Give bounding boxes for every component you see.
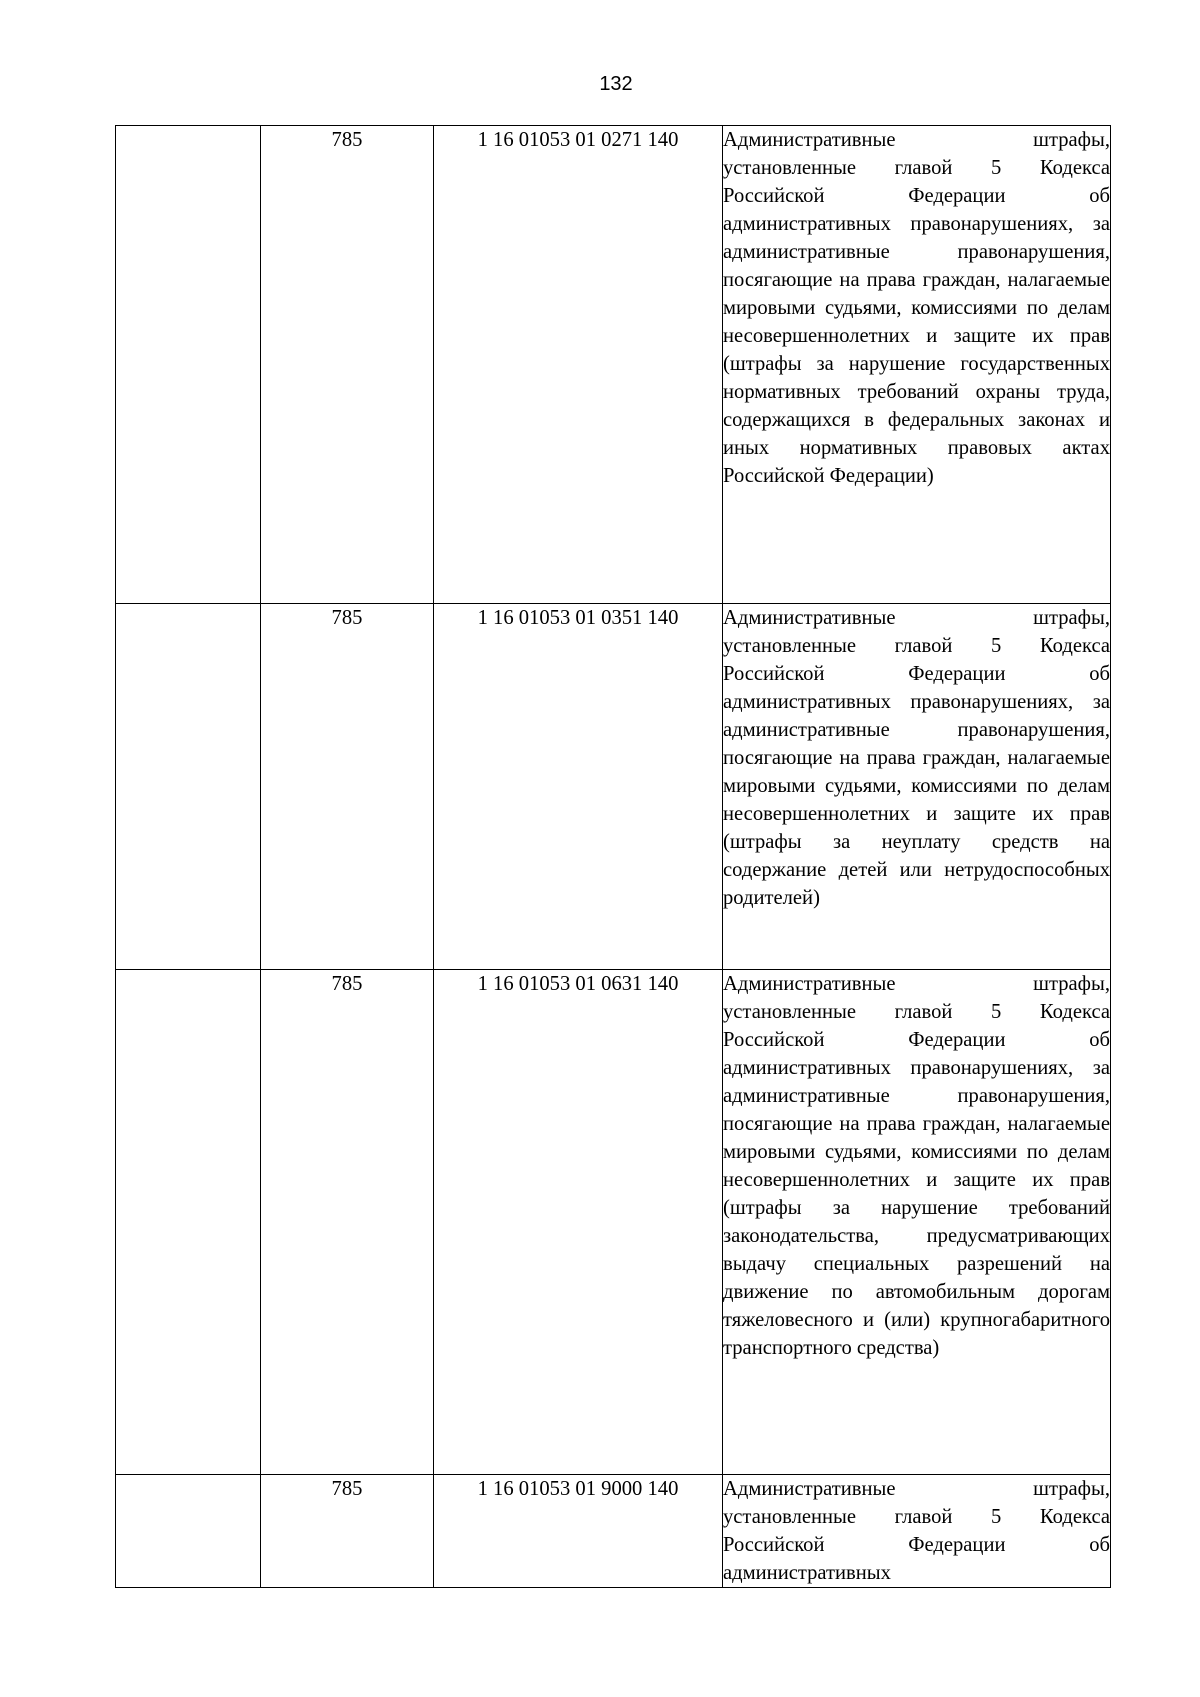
description-text: Административные штрафы, установленные главой 5 Кодекса Российской Федерации об административных <box>723 1478 1110 1584</box>
budget-classification-table <box>115 125 1111 1588</box>
administrator-code-cell: 785 <box>261 126 434 604</box>
description-cell <box>723 604 1111 970</box>
table-row <box>116 604 1111 970</box>
kbk-code-cell: 1 16 01053 01 9000 140 <box>434 1475 723 1588</box>
description-cell <box>723 970 1111 1475</box>
table-cell-empty <box>116 604 261 970</box>
kbk-code-cell: 1 16 01053 01 0631 140 <box>434 970 723 1475</box>
page-number: 132 <box>599 73 633 95</box>
description-cell <box>723 1475 1111 1588</box>
administrator-code-cell: 785 <box>261 604 434 970</box>
table-cell-empty <box>116 1475 261 1588</box>
description-cell <box>723 126 1111 604</box>
description-text: Административные штрафы, установленные главой 5 Кодекса Российской Федерации об административных правонарушениях, за административные правонарушения, посягающие на права граждан, налагаемые мировыми судьями, комиссиями по делам несовершеннолетних и защите их прав (штрафы за нарушение требований законодательства, предусматривающих выдачу специальных разрешений на движение по автомобильным дорогам тяжеловесного и (или) крупногабаритного транспортного средства) <box>723 973 1110 1359</box>
description-text: Административные штрафы, установленные главой 5 Кодекса Российской Федерации об административных правонарушениях, за административные правонарушения, посягающие на права граждан, налагаемые мировыми судьями, комиссиями по делам несовершеннолетних и защите их прав (штрафы за неуплату средств на содержание детей или нетрудоспособных родителей) <box>723 607 1110 909</box>
table-row <box>116 126 1111 604</box>
administrator-code-cell: 785 <box>261 1475 434 1588</box>
table-row <box>116 1475 1111 1588</box>
kbk-code-cell: 1 16 01053 01 0351 140 <box>434 604 723 970</box>
table-cell-empty <box>116 970 261 1475</box>
administrator-code-cell: 785 <box>261 970 434 1475</box>
kbk-code-cell: 1 16 01053 01 0271 140 <box>434 126 723 604</box>
table-row <box>116 970 1111 1475</box>
table-cell-empty <box>116 126 261 604</box>
description-text: Административные штрафы, установленные главой 5 Кодекса Российской Федерации об административных правонарушениях, за административные правонарушения, посягающие на права граждан, налагаемые мировыми судьями, комиссиями по делам несовершеннолетних и защите их прав (штрафы за нарушение государственных нормативных требований охраны труда, содержащихся в федеральных законах и иных нормативных правовых актах Российской Федерации) <box>723 129 1110 487</box>
